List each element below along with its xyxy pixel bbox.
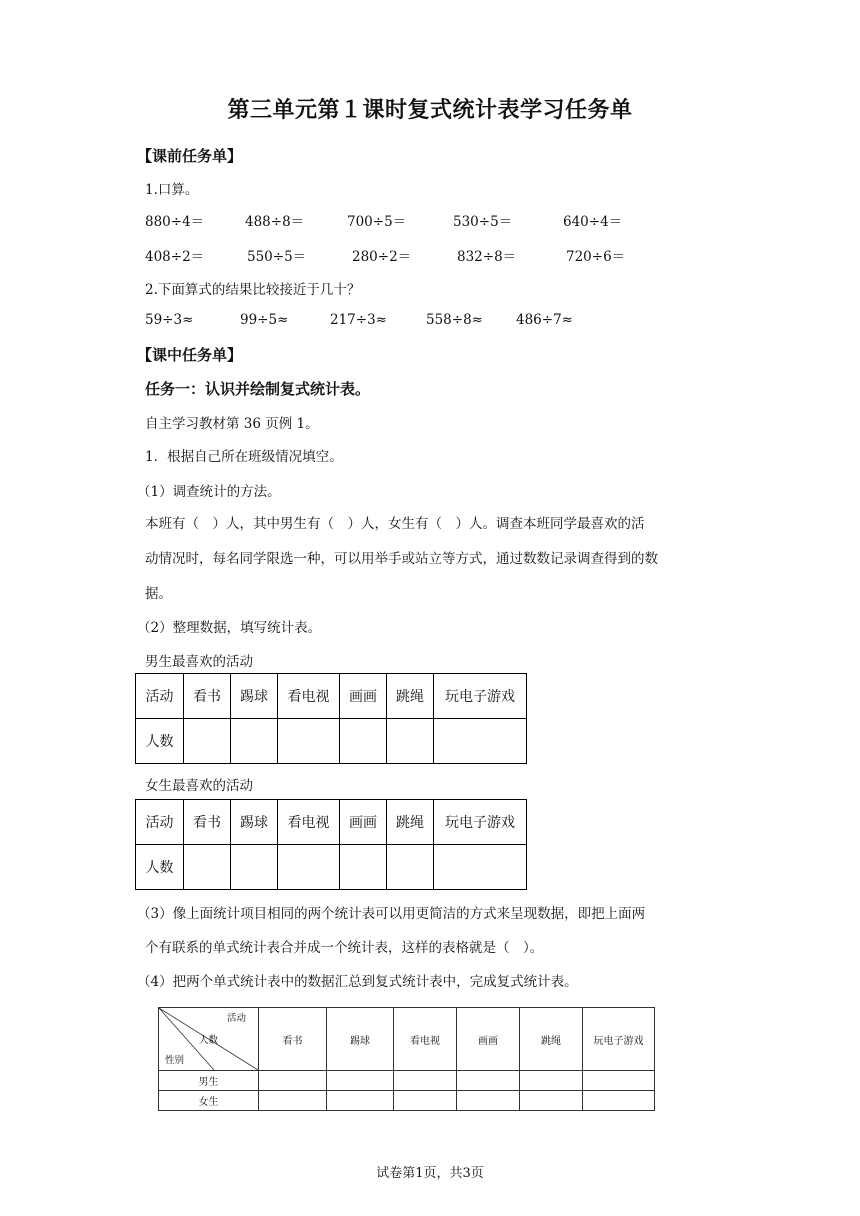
row-label-cell: 人数 [136, 719, 184, 764]
blank-cell[interactable] [231, 719, 278, 764]
table-row [136, 719, 527, 764]
girls-activity-table [135, 799, 527, 890]
corner-label-activity: 活动 [227, 1013, 247, 1024]
header-cell: 活动 [136, 674, 184, 719]
boys-table-caption: 男生最喜欢的活动 [145, 654, 253, 670]
paragraph-line: 本班有（ ）人，其中男生有（ ）人，女生有（ ）人。调查本班同学最喜欢的活 [145, 516, 645, 532]
pre-class-header: 【课前任务单】 [137, 147, 243, 165]
sub-question-2: （2）整理数据，填写统计表。 [137, 620, 322, 636]
header-cell: 踢球 [231, 674, 278, 719]
column-header: 画画 [457, 1008, 520, 1071]
blank-cell[interactable] [520, 1071, 583, 1091]
blank-cell[interactable] [259, 1071, 327, 1091]
calc-item: 700÷5＝ [347, 214, 407, 230]
header-cell: 跳绳 [387, 800, 434, 845]
estimate-item: 558÷8≈ [426, 312, 483, 328]
header-cell: 看电视 [278, 674, 340, 719]
column-header: 踢球 [327, 1008, 394, 1071]
table-row [136, 800, 527, 845]
header-cell: 画画 [340, 800, 387, 845]
estimate-item: 99÷5≈ [240, 312, 289, 328]
blank-cell[interactable] [434, 845, 527, 890]
blank-cell[interactable] [457, 1091, 520, 1111]
page-footer: 试卷第1页，共3页 [376, 1166, 484, 1181]
column-header: 看电视 [394, 1008, 457, 1071]
header-cell: 画画 [340, 674, 387, 719]
in-class-header: 【课中任务单】 [137, 346, 243, 364]
blank-cell[interactable] [259, 1091, 327, 1111]
survey-paragraph [145, 507, 723, 612]
corner-label-count: 人数 [199, 1035, 219, 1046]
header-cell: 玩电子游戏 [434, 674, 527, 719]
header-cell: 活动 [136, 800, 184, 845]
blank-cell[interactable] [184, 719, 231, 764]
task-1-heading: 任务一：认识并绘制复式统计表。 [145, 380, 371, 398]
blank-cell[interactable] [340, 719, 387, 764]
header-cell: 看书 [184, 674, 231, 719]
sub-question-1: （1）调查统计的方法。 [137, 484, 281, 500]
header-cell: 跳绳 [387, 674, 434, 719]
calc-item: 880÷4＝ [145, 214, 205, 230]
calc-item: 408÷2＝ [145, 249, 205, 265]
column-header: 看书 [259, 1008, 327, 1071]
row-label-cell: 女生 [159, 1091, 259, 1111]
item-1: 1．根据自己所在班级情况填空。 [145, 449, 343, 465]
blank-cell[interactable] [387, 845, 434, 890]
sub-question-3-line-1: （3）像上面统计项目相同的两个统计表可以用更简洁的方式来呈现数据，即把上面两 [137, 906, 646, 922]
estimate-item: 217÷3≈ [330, 312, 387, 328]
sub-question-4: （4）把两个单式统计表中的数据汇总到复式统计表中，完成复式统计表。 [137, 974, 578, 990]
blank-cell[interactable] [457, 1071, 520, 1091]
blank-cell[interactable] [340, 845, 387, 890]
calc-item: 488÷8＝ [245, 214, 305, 230]
table-row [159, 1071, 655, 1091]
calc-item: 530÷5＝ [453, 214, 513, 230]
page-title: 第三单元第１课时复式统计表学习任务单 [227, 97, 633, 123]
calc-item: 550÷5＝ [247, 249, 307, 265]
table-row [136, 674, 527, 719]
blank-cell[interactable] [434, 719, 527, 764]
question-2-label: 2.下面算式的结果比较接近于几十？ [145, 282, 361, 298]
estimate-item: 59÷3≈ [145, 312, 194, 328]
blank-cell[interactable] [327, 1071, 394, 1091]
header-cell: 看电视 [278, 800, 340, 845]
calc-item: 280÷2＝ [352, 249, 412, 265]
paragraph-line: 据。 [145, 586, 172, 602]
calc-item: 640÷4＝ [563, 214, 623, 230]
diagonal-header-cell [159, 1008, 259, 1071]
header-cell: 看书 [184, 800, 231, 845]
blank-cell[interactable] [327, 1091, 394, 1111]
row-label-cell: 男生 [159, 1071, 259, 1091]
blank-cell[interactable] [520, 1091, 583, 1111]
boys-activity-table [135, 673, 527, 764]
blank-cell[interactable] [387, 719, 434, 764]
blank-cell[interactable] [583, 1091, 655, 1111]
blank-cell[interactable] [394, 1091, 457, 1111]
compound-statistics-table [158, 1007, 655, 1111]
header-cell: 踢球 [231, 800, 278, 845]
blank-cell[interactable] [583, 1071, 655, 1091]
blank-cell[interactable] [231, 845, 278, 890]
blank-cell[interactable] [278, 845, 340, 890]
corner-label-gender: 性别 [165, 1055, 185, 1066]
estimate-item: 486÷7≈ [516, 312, 573, 328]
row-label-cell: 人数 [136, 845, 184, 890]
study-instruction: 自主学习教材第 36 页例 1。 [145, 416, 319, 432]
blank-cell[interactable] [278, 719, 340, 764]
girls-table-caption: 女生最喜欢的活动 [145, 778, 253, 794]
calc-item: 832÷8＝ [457, 249, 517, 265]
paragraph-line: 动情况时，每名同学限选一种，可以用举手或站立等方式，通过数数记录调查得到的数 [145, 551, 658, 567]
table-row [136, 845, 527, 890]
column-header: 跳绳 [520, 1008, 583, 1071]
table-row [159, 1091, 655, 1111]
sub-question-3-line-2: 个有联系的单式统计表合并成一个统计表，这样的表格就是（ ）。 [145, 940, 544, 956]
blank-cell[interactable] [394, 1071, 457, 1091]
question-1-label: 1.口算。 [145, 182, 199, 198]
table-row [159, 1008, 655, 1071]
column-header: 玩电子游戏 [583, 1008, 655, 1071]
header-cell: 玩电子游戏 [434, 800, 527, 845]
blank-cell[interactable] [184, 845, 231, 890]
calc-item: 720÷6＝ [566, 249, 626, 265]
